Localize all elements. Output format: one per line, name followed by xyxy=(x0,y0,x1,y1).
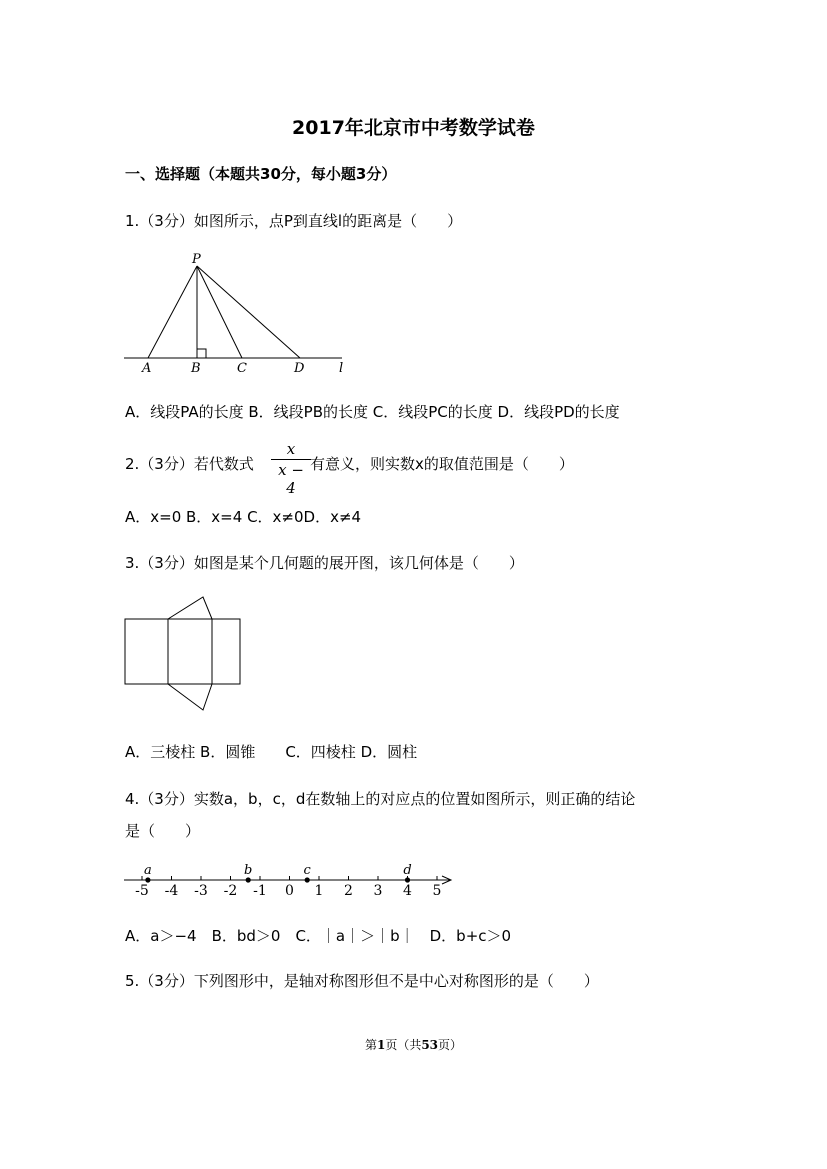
point-label-d: d xyxy=(403,863,412,878)
question-1-stem: 1.（3分）如图所示，点P到直线l的距离是（ ） xyxy=(125,212,463,230)
question-4-number-line xyxy=(120,858,460,900)
label-a: A xyxy=(142,361,152,376)
footer-page-number: 1 xyxy=(376,1038,386,1052)
question-3-figure xyxy=(120,592,250,717)
question-3-options: A．三棱柱 B．圆锥 C．四棱柱 D．圆柱 xyxy=(125,743,418,761)
page-footer xyxy=(0,1036,827,1053)
footer-total-pages: 53 xyxy=(421,1038,439,1052)
tick-label: -5 xyxy=(135,883,149,899)
footer-middle: 页（共 xyxy=(385,1038,422,1052)
tick-label: 3 xyxy=(373,883,383,899)
segment-pd xyxy=(197,266,300,358)
point-b xyxy=(246,877,251,882)
label-c: C xyxy=(237,361,247,376)
footer-prefix: 第 xyxy=(364,1038,377,1052)
label-l: l xyxy=(339,361,344,376)
label-b: B xyxy=(191,361,201,376)
question-1-options: A．线段PA的长度 B．线段PB的长度 C．线段PC的长度 D．线段PD的长度 xyxy=(125,403,620,421)
tick-label: -4 xyxy=(164,883,179,899)
tick-label: -3 xyxy=(194,883,208,899)
right-angle-mark xyxy=(197,349,206,358)
segment-pc xyxy=(197,266,242,358)
question-2-options: A．x=0 B．x=4 C．x≠0D．x≠4 xyxy=(125,508,362,526)
net-rectangle xyxy=(125,619,240,684)
question-3-stem: 3.（3分）如图是某个几何题的展开图，该几何体是（ ） xyxy=(125,554,524,572)
question-5-stem: 5.（3分）下列图形中，是轴对称图形但不是中心对称图形的是（ ） xyxy=(125,972,599,990)
fraction-bar xyxy=(271,459,311,460)
footer-suffix: 页） xyxy=(438,1038,463,1052)
fraction-denominator: x − 4 xyxy=(278,461,304,497)
point-a xyxy=(145,877,150,882)
point-label-a: a xyxy=(144,863,152,878)
label-d: D xyxy=(294,361,305,376)
question-2-stem-suffix: 有意义，则实数x的取值范围是（ ） xyxy=(310,455,574,473)
point-label-c: c xyxy=(303,863,311,878)
question-4-options: A．a＞−4 B．bd＞0 C．｜a｜＞｜b｜ D．b+c＞0 xyxy=(125,927,512,945)
point-label-b: b xyxy=(244,863,253,878)
label-p: P xyxy=(192,252,201,267)
point-c xyxy=(305,877,310,882)
segment-pa xyxy=(148,266,197,358)
tick-label: 0 xyxy=(285,883,294,899)
tick-label: 4 xyxy=(403,883,412,899)
tick-label: 2 xyxy=(344,883,353,899)
tick-label: -2 xyxy=(223,883,238,899)
fraction-numerator: x xyxy=(286,440,296,458)
page-title: 2017年北京市中考数学试卷 xyxy=(292,117,535,139)
question-2-fraction xyxy=(271,440,311,497)
question-4-stem-line2: 是（ ） xyxy=(125,822,201,840)
point-d xyxy=(405,877,410,882)
net-top-triangle xyxy=(168,597,212,619)
tick-label: 1 xyxy=(314,883,324,899)
tick-label: -1 xyxy=(253,883,267,899)
net-bottom-triangle xyxy=(168,684,212,710)
tick-label: 5 xyxy=(432,883,442,899)
question-1-figure xyxy=(120,248,360,378)
question-2-stem-prefix: 2.（3分）若代数式 xyxy=(125,455,254,473)
section-heading: 一、选择题（本题共30分，每小题3分） xyxy=(125,165,397,183)
question-4-stem-line1: 4.（3分）实数a，b，c，d在数轴上的对应点的位置如图所示，则正确的结论 xyxy=(125,790,636,808)
